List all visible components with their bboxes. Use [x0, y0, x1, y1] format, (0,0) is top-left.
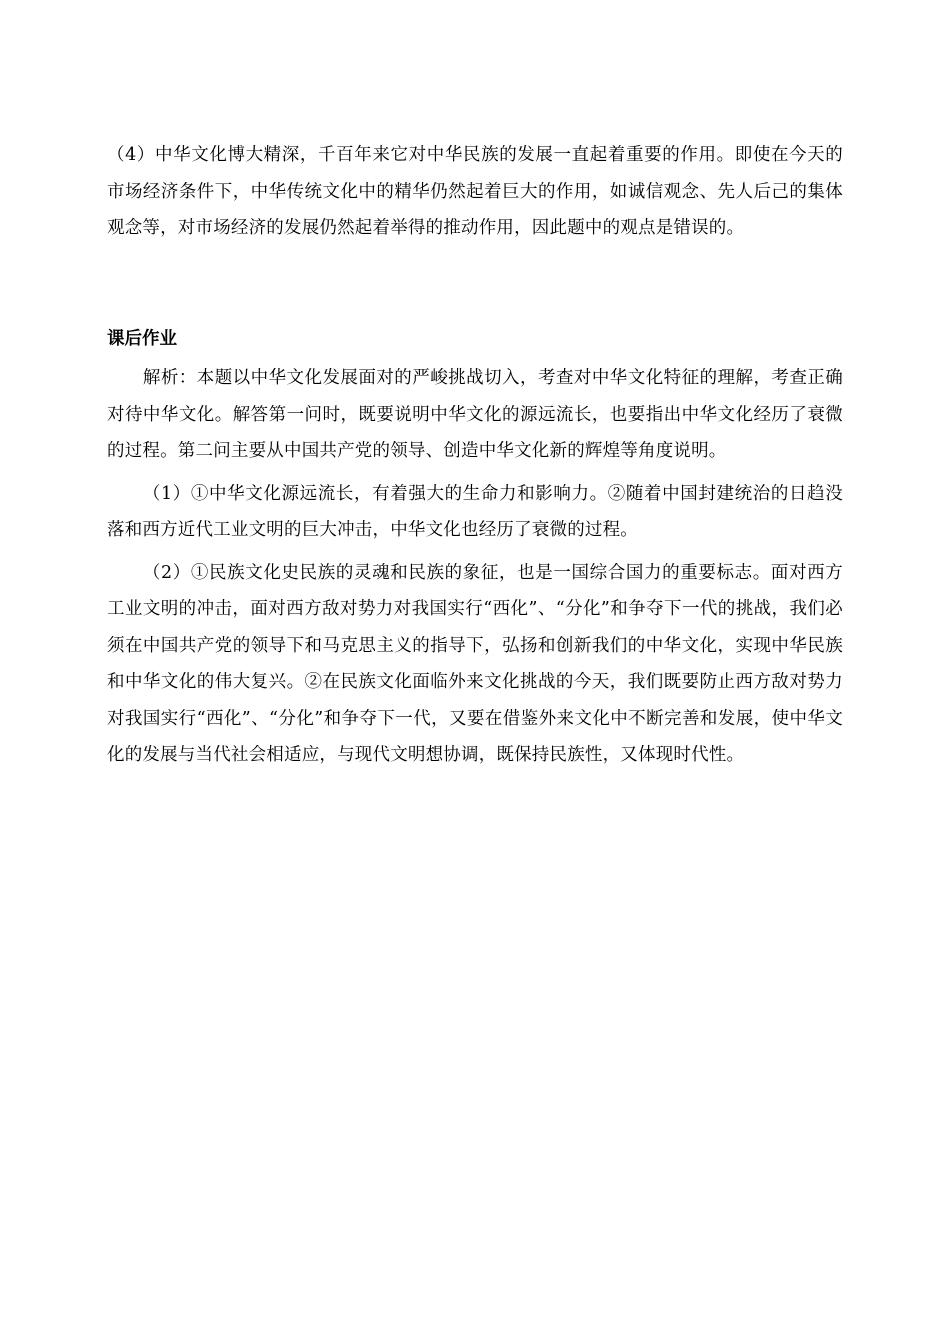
answer-4-text: （4）中华文化博大精深，千百年来它对中华民族的发展一直起着重要的作用。即使在今天的市场经济条件下，中华传统文化中的精华仍然起着巨大的作用，如诚信观念、先人后己的集体观念等，对市场经济的发展仍然起着举得的推动作用，因此题中的观点是错误的。	[107, 145, 843, 238]
answer-2-paragraph: （2）①民族文化史民族的灵魂和民族的象征，也是一国综合国力的重要标志。面对西方工业文明的冲击，面对西方敌对势力对我国实行“西化”、“分化”和争夺下一代的挑战，我们必须在中国共产党的领导下和马克思主义的指导下，弘扬和创新我们的中华文化，实现中华民族和中华文化的伟大复兴。②在民族文化面临外来文化挑战的今天，我们既要防止西方敌对势力对我国实行“西化”、“分化”和争夺下一代，又要在借鉴外来文化中不断完善和发展，使中华文化的发展与当代社会相适应，与现代文明想协调，既保持民族性，又体现时代性。	[107, 562, 843, 765]
answer-paragraph-4	[107, 137, 843, 247]
homework-body	[107, 360, 843, 774]
answer-1-paragraph: （1）①中华文化源远流长，有着强大的生命力和影响力。②随着中国封建统治的日趋没落和西方近代工业文明的巨大冲击，中华文化也经历了衰微的过程。	[107, 483, 843, 540]
analysis-paragraph: 解析：本题以中华文化发展面对的严峻挑战切入，考查对中华文化特征的理解，考查正确对待中华文化。解答第一问时，既要说明中华文化的源远流长，也要指出中华文化经历了衰微的过程。第二问主要从中国共产党的领导、创造中华文化新的辉煌等角度说明。	[107, 368, 843, 461]
section-heading-homework: 课后作业	[107, 329, 177, 349]
